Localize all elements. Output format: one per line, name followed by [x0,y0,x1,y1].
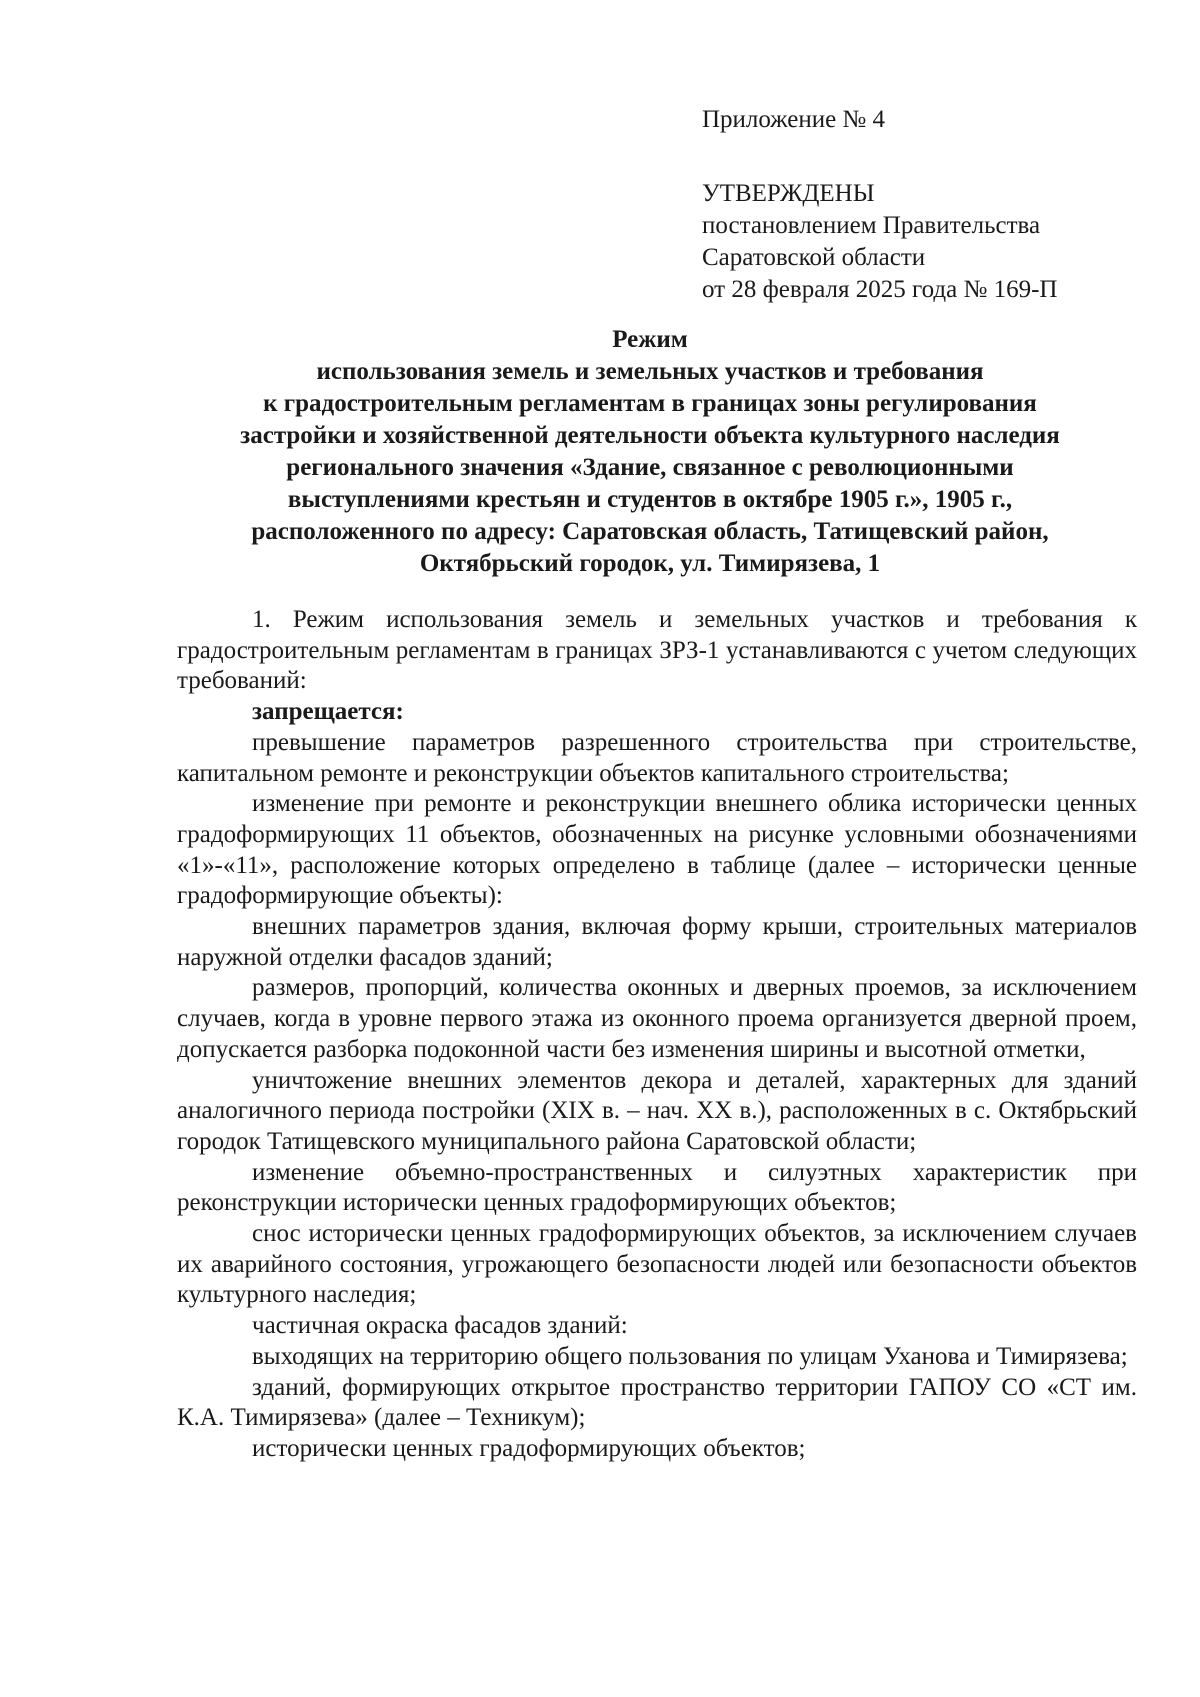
approval-line-1: постановлением Правительства [702,212,1041,239]
paragraph-12: исторически ценных градоформирующих объектов; [252,1434,806,1462]
title-line-6: выступлениями крестьян и студентов в октябре 1905 г.», 1905 г., [287,486,1013,513]
paragraph-2: превышение параметров разрешенного строительства при строительстве, капитальном ремонте и реконструкции объектов капитального строительства; [177,728,1137,787]
title-line-2: использования земель и земельных участков и требования [316,358,984,385]
paragraph-5: размеров, пропорций, количества оконных и дверных проемов, за исключением случаев, когда в уровне первого этажа из оконного проема организуется дверной проем, допускается разборка подоконной части без изменения ширины и высотной отметки, [177,974,1137,1063]
paragraph-3: изменение при ремонте и реконструкции внешнего облика исторически ценных градоформирующих 11 объектов, обозначенных на рисунке условными обозначениями «1»-«11», расположение которых определено в таблице (далее – исторически ценные градоформирующие объекты): [177,790,1137,910]
document-title [150,324,1150,580]
paragraph-4: внешних параметров здания, включая форму крыши, строительных материалов наружной отделки фасадов зданий; [177,913,1137,971]
prohibited-heading: запрещается: [252,698,404,726]
appendix-number: Приложение № 4 [702,106,886,133]
paragraph-10: выходящих на территорию общего пользования по улицам Уханова и Тимирязева; [252,1342,1128,1370]
title-line-5: регионального значения «Здание, связанное с революционными [286,454,1014,481]
approval-block [702,104,1172,306]
title-line-3: к градостроительным регламентам в границах зоны регулирования [263,390,1037,417]
paragraph-9: частичная окраска фасадов зданий: [252,1312,628,1340]
title-line-8: Октябрьский городок, ул. Тимирязева, 1 [419,550,881,577]
paragraph-8: снос исторически ценных градоформирующих объектов, за исключением случаев их аварийного состояния, угрожающего безопасности людей или безопасности объектов культурного наследия; [177,1220,1137,1309]
title-line-7: расположенного по адресу: Саратовская область, Татищевский район, [251,518,1049,545]
paragraph-1: 1. Режим использования земель и земельных участков и требования к градостроительным регламентам в границах ЗРЗ-1 устанавливаются с учетом следующих требований: [177,606,1137,695]
paragraph-6: уничтожение внешних элементов декора и деталей, характерных для зданий аналогичного периода постройки (XIX в. – нач. XX в.), расположенных в с. Октябрьский городок Татищевского муниципального района Саратовской области; [177,1066,1137,1155]
title-line-1: Режим [612,326,688,353]
paragraph-7: изменение объемно-пространственных и силуэтных характеристик при реконструкции исторически ценных градоформирующих объектов; [177,1158,1137,1217]
approval-line-2: Саратовской области [702,244,926,271]
document-body [177,605,1137,1465]
approved-label: УТВЕРЖДЕНЫ [702,180,875,207]
title-line-4: застройки и хозяйственной деятельности объекта культурного наследия [240,422,1060,449]
paragraph-11: зданий, формирующих открытое пространство территории ГАПОУ СО «СТ им. К.А. Тимирязева» (далее – Техникум); [177,1373,1137,1432]
approval-line-3: от 28 февраля 2025 года № 169-П [702,276,1058,303]
